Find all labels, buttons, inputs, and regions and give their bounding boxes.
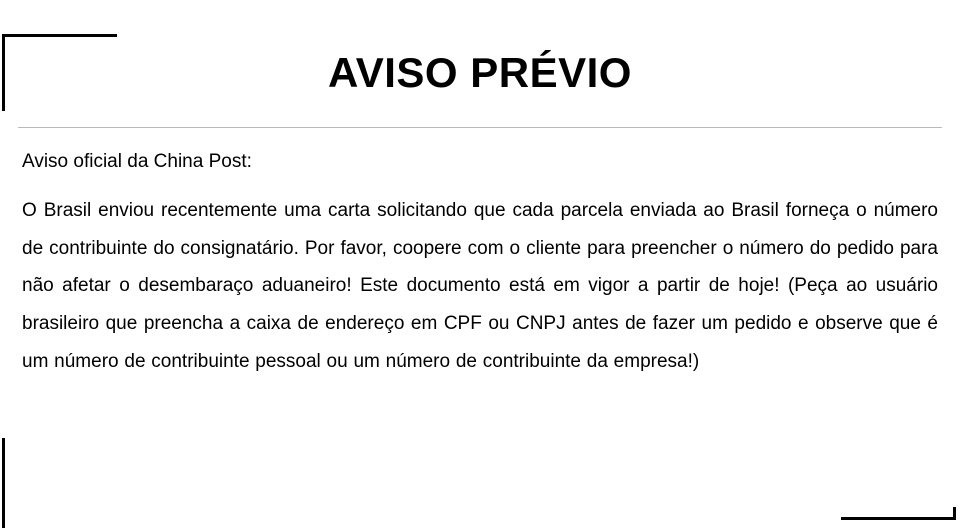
notice-source-line: Aviso oficial da China Post: — [22, 150, 252, 172]
document-page — [0, 28, 960, 528]
corner-bracket-top-left — [2, 34, 117, 111]
document-content — [0, 128, 960, 381]
corner-bracket-bottom-right — [841, 507, 956, 520]
page-title: AVISO PRÉVIO — [328, 49, 632, 97]
notice-body-text: O Brasil enviou recentemente uma carta solicitando que cada parcela enviada ao Brasil forneça o número de contribuinte do consignatário. Por favor, coopere com o cliente para preencher o número do pedido para não afetar o desembaraço aduaneiro! Este documento está em vigor a partir de hoje! (Peça ao usuário brasileiro que preencha a caixa de endereço em CPF ou CNPJ antes de fazer um pedido e observe que é um número de contribuinte pessoal ou um número de contribuinte da empresa!) — [22, 200, 938, 372]
corner-bracket-bottom-left — [2, 438, 15, 528]
